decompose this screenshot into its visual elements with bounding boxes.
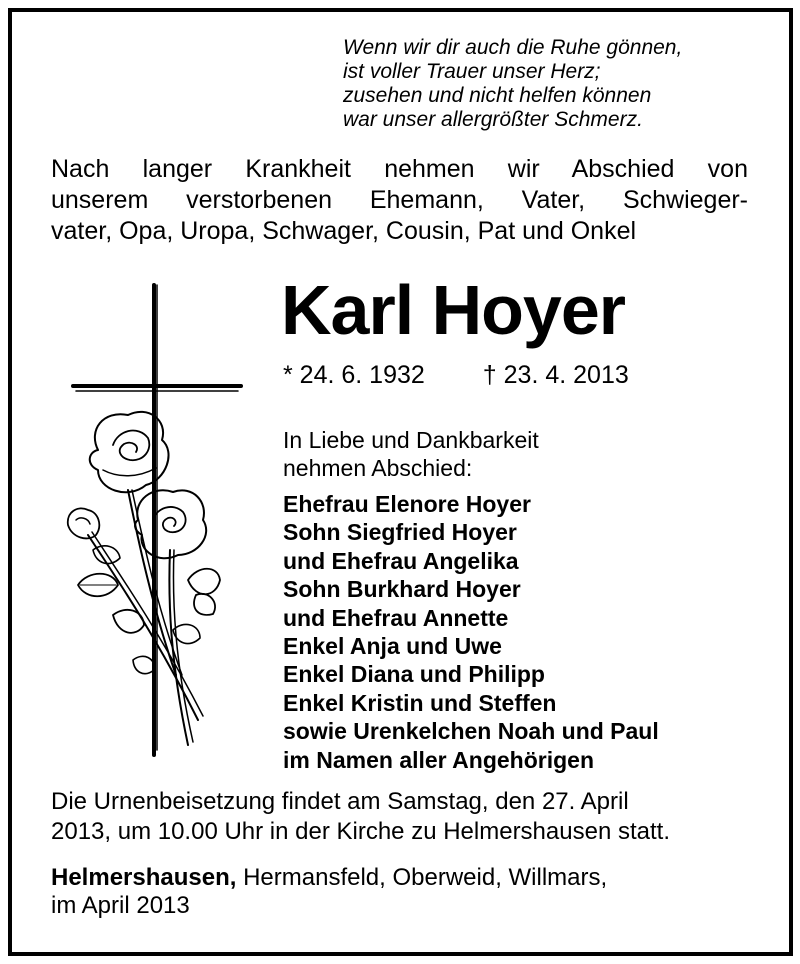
deceased-name: Karl Hoyer [281,271,626,349]
burial-notice [51,787,670,847]
birth-date: * 24. 6. 1932 [283,361,425,389]
poem-line: ist voller Trauer unser Herz; [343,60,601,83]
mourner-line: Ehefrau Elenore Hoyer [283,491,531,517]
intro-line: Nach langer Krankheit nehmen wir Abschied von [51,155,748,183]
mourner-line: Enkel Kristin und Steffen [283,689,557,716]
farewell-line: In Liebe und Dankbarkeit [283,427,539,453]
closing-date: im April 2013 [51,892,190,919]
poem-line: zusehen und nicht helfen können [343,84,652,107]
closing-signature [51,864,607,920]
mourner-line: Sohn Burkhard Hoyer [283,576,521,603]
mourner-line: und Ehefrau Annette [283,604,509,631]
place-bold: Helmershausen, [51,864,237,891]
mourners-list [283,490,659,774]
life-dates [283,360,629,390]
places-rest: Hermansfeld, Oberweid, Willmars, [236,864,608,891]
death-date: † 23. 4. 2013 [482,361,629,389]
poem-line: Wenn wir dir auch die Ruhe gönnen, [343,36,683,59]
mourner-line: im Namen aller Angehörigen [283,746,594,773]
intro-line: unserem verstorbenen Ehemann, Vater, Schwieger- [51,186,748,214]
poem [343,36,682,132]
farewell-text [283,426,539,482]
burial-line: 2013, um 10.00 Uhr in der Kirche zu Helmershausen statt. [51,818,670,845]
intro-line: vater, Opa, Uropa, Schwager, Cousin, Pat und Onkel [51,217,637,245]
mourner-line: Sohn Siegfried Hoyer [283,519,517,546]
burial-line: Die Urnenbeisetzung findet am Samstag, den 27. April [51,788,629,815]
mourner-line: und Ehefrau Angelika [283,547,519,574]
intro-text [51,154,748,247]
poem-line: war unser allergrößter Schmerz. [343,108,643,131]
mourner-line: Enkel Anja und Uwe [283,633,502,660]
mourner-line: Enkel Diana und Philipp [283,661,545,688]
cross-with-roses-icon [58,280,248,760]
farewell-line: nehmen Abschied: [283,455,473,481]
places-line [51,864,607,892]
mourner-line: sowie Urenkelchen Noah und Paul [283,718,659,745]
